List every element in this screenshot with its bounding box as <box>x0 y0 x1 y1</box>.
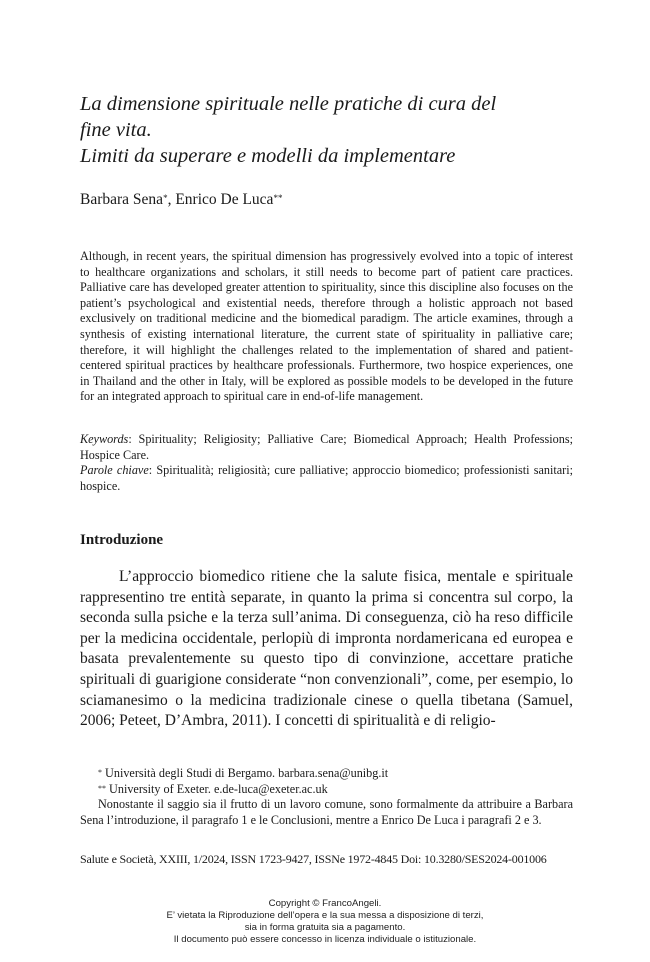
abstract: Although, in recent years, the spiritual dimension has progressively evolved into a topic of interest to healthcare organizations and scholars, it still needs to become part of patient care practices. Palliative care has developed greater attention to spirituality, since this discipline also focuses on the patient’s psychological and existential needs, therefore through a holistic approach not based exclusively on traditional medicine and the biomedical paradigm. The article examines, through a synthesis of existing international literature, the current state of spirituality in palliative care; therefore, it will highlight the challenges related to the implementation of shared and patient-centered spiritual practices by healthcare professionals. Furthermore, two hospice experiences, one in Thailand and the other in Italy, will be explored as possible models to be developed in the future for an integrated approach to spiritual care in end-of-life management. <box>80 249 573 404</box>
footnote-note: Nonostante il saggio sia il frutto di un lavoro comune, sono formalmente da attribuire a Barbara Sena l’introduzione, il paragrafo 1 e le Conclusioni, mentre a Enrico De Luca i paragrafi 2 e 3. <box>80 797 573 827</box>
title-line: La dimensione spirituale nelle pratiche di cura del <box>80 93 497 115</box>
footnote <box>80 766 573 782</box>
copyright-notice <box>0 898 650 946</box>
footnote-text: Università degli Studi di Bergamo. barbara.sena@unibg.it <box>102 766 389 780</box>
footnote-mark: ** <box>98 783 106 793</box>
parole-chiave-text: : Spiritualità; religiosità; cure palliative; approccio biomedico; professionisti sanitari; hospice. <box>80 463 573 493</box>
footnotes <box>80 766 573 828</box>
author-footnote-mark: * <box>163 193 168 203</box>
footnote-text: University of Exeter. e.de-luca@exeter.ac.uk <box>106 781 328 796</box>
footnote-mark: * <box>98 768 102 777</box>
footnote <box>80 782 573 798</box>
keywords-text: : Spirituality; Religiosity; Palliative Care; Biomedical Approach; Health Professions; Hospice Care. <box>80 432 573 462</box>
journal-citation: Salute e Società, XXIII, 1/2024, ISSN 1723-9427, ISSNe 1972-4845 Doi: 10.3280/SES2024-001006 <box>80 852 547 866</box>
keywords <box>80 432 573 463</box>
keywords-label: Keywords <box>80 432 129 446</box>
author-list <box>80 190 282 210</box>
title-line: Limiti da superare e modelli da implementare <box>80 145 456 167</box>
title-line: fine vita. <box>80 119 152 141</box>
copyright-line: E’ vietata la Riproduzione dell’opera e la sua messa a disposizione di terzi, <box>166 910 484 921</box>
author-name: Barbara Sena <box>80 191 164 208</box>
copyright-line: sia in forma gratuita sia a pagamento. <box>244 922 406 933</box>
keywords-block <box>80 432 573 494</box>
copyright-line: Il documento può essere concesso in licenza individuale o istituzionale. <box>173 934 477 945</box>
article-title <box>80 91 580 169</box>
body-paragraph: L’approccio biomedico ritiene che la salute fisica, mentale e spirituale rappresentino tre entità separate, in quanto la prima si concentra sul corpo, la seconda sulla psiche e la terza sull’anima. Di conseguenza, ciò ha reso difficile per la medicina occidentale, perlopiù di impronta nordamericana ed europea e basata prevalentemente su questo tipo di convinzione, accettare pratiche spirituali di guarigione considerate “non convenzionali”, come, per esempio, lo sciamanesimo o la medicina tradizionale cinese o quella tibetana (Samuel, 2006; Peteet, D’Ambra, 2011). I concetti di spiritualità e di religio- <box>80 568 573 730</box>
parole-chiave <box>80 463 573 494</box>
author-name: Enrico De Luca <box>175 191 274 208</box>
parole-chiave-label: Parole chiave <box>80 463 149 478</box>
section-heading: Introduzione <box>80 532 164 548</box>
author-separator: , <box>167 191 176 208</box>
copyright-line: Copyright © FrancoAngeli. <box>268 898 382 909</box>
author-footnote-mark: ** <box>273 193 283 203</box>
